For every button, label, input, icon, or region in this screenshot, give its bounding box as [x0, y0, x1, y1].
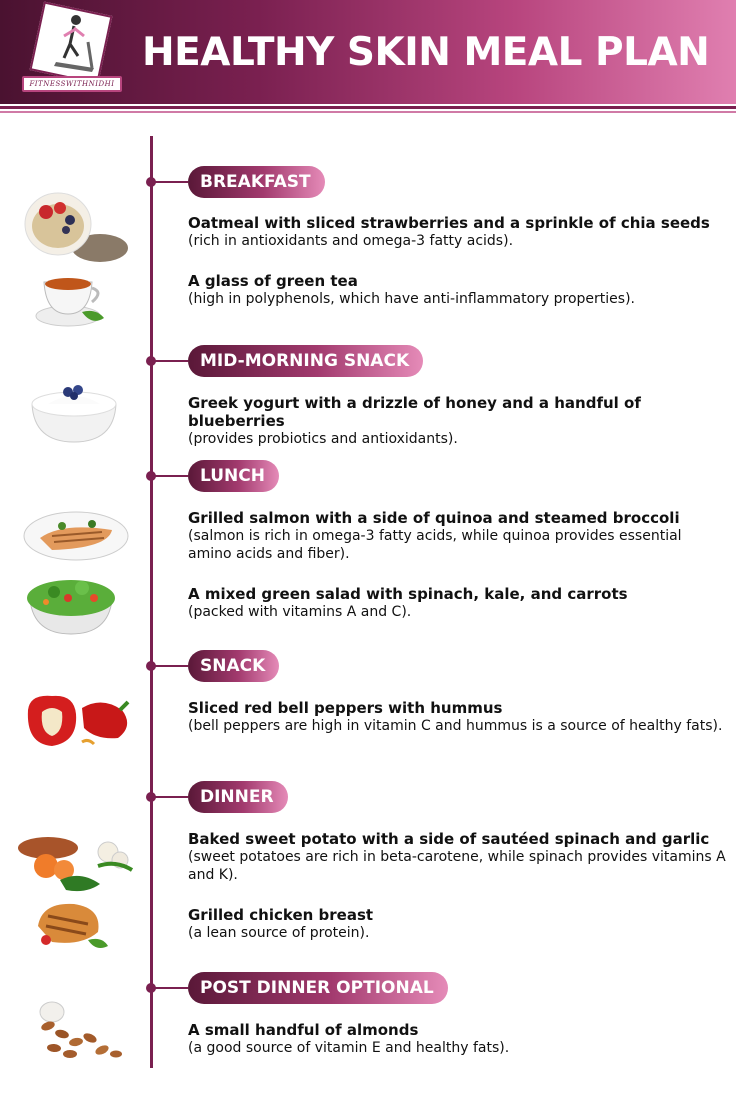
meal-item: [188, 509, 728, 563]
meal-title: A glass of green tea: [188, 272, 358, 290]
yogurt-bowl-icon: [28, 374, 120, 446]
timeline-connector: [152, 360, 188, 362]
salmon-plate-icon: [22, 508, 130, 564]
logo-ribbon-text: FITNESSWITHNIDHI: [22, 76, 122, 92]
meal-title: Oatmeal with sliced strawberries and a sprinkle of chia seeds: [188, 214, 710, 232]
section-label-lunch: LUNCH: [188, 460, 279, 492]
timeline-connector: [152, 475, 188, 477]
meal-title: Sliced red bell peppers with hummus: [188, 699, 503, 717]
meal-title: Baked sweet potato with a side of sautéed spinach and garlic: [188, 830, 710, 848]
meal-item: [188, 1021, 728, 1057]
meal-title: Grilled chicken breast: [188, 906, 374, 924]
meal-description: (provides probiotics and antioxidants).: [188, 431, 458, 447]
meal-item: [188, 394, 728, 448]
page-title: HEALTHY SKIN MEAL PLAN: [142, 30, 710, 75]
meal-description: (a lean source of protein).: [188, 925, 370, 941]
brand-logo: [22, 6, 122, 96]
header-divider: [0, 106, 736, 109]
timeline-connector: [152, 987, 188, 989]
oatmeal-bowl-icon: [22, 190, 130, 268]
meal-title: A mixed green salad with spinach, kale, and carrots: [188, 585, 628, 603]
almonds-icon: [30, 998, 126, 1062]
meal-description: (packed with vitamins A and C).: [188, 604, 412, 620]
section-label-dinner: DINNER: [188, 781, 288, 813]
section-label-post-dinner-optional: POST DINNER OPTIONAL: [188, 972, 448, 1004]
section-label-breakfast: BREAKFAST: [188, 166, 325, 198]
meal-item: [188, 272, 728, 308]
meal-description: (sweet potatoes are rich in beta-carotene, while spinach provides vitamins A and K).: [188, 849, 726, 883]
meal-item: [188, 906, 728, 942]
timeline-line: [150, 136, 153, 1068]
meal-description: (bell peppers are high in vitamin C and hummus is a source of healthy fats).: [188, 718, 723, 734]
meal-description: (high in polyphenols, which have anti-inflammatory properties).: [188, 291, 636, 307]
timeline-connector: [152, 181, 188, 183]
meal-item: [188, 585, 728, 621]
meal-item: [188, 830, 728, 884]
meal-title: Grilled salmon with a side of quinoa and steamed broccoli: [188, 509, 680, 527]
meal-description: (salmon is rich in omega-3 fatty acids, while quinoa provides essential amino acids and fiber).: [188, 528, 682, 562]
section-label-mid-morning-snack: MID-MORNING SNACK: [188, 345, 423, 377]
meal-description: (a good source of vitamin E and healthy fats).: [188, 1040, 510, 1056]
timeline-connector: [152, 796, 188, 798]
section-label-snack: SNACK: [188, 650, 279, 682]
meal-description: (rich in antioxidants and omega-3 fatty acids).: [188, 233, 514, 249]
green-salad-bowl-icon: [24, 576, 118, 638]
treadmill-runner-icon: [50, 12, 100, 74]
meal-title: A small handful of almonds: [188, 1021, 419, 1039]
green-tea-cup-icon: [34, 272, 108, 330]
meal-item: [188, 214, 728, 250]
header-divider-thin: [0, 111, 736, 113]
red-bell-pepper-icon: [22, 690, 134, 752]
meal-title: Greek yogurt with a drizzle of honey and a handful of blueberries: [188, 394, 641, 430]
sweet-potato-spinach-icon: [16, 830, 136, 896]
grilled-chicken-icon: [32, 896, 110, 952]
meal-item: [188, 699, 728, 735]
timeline-connector: [152, 665, 188, 667]
